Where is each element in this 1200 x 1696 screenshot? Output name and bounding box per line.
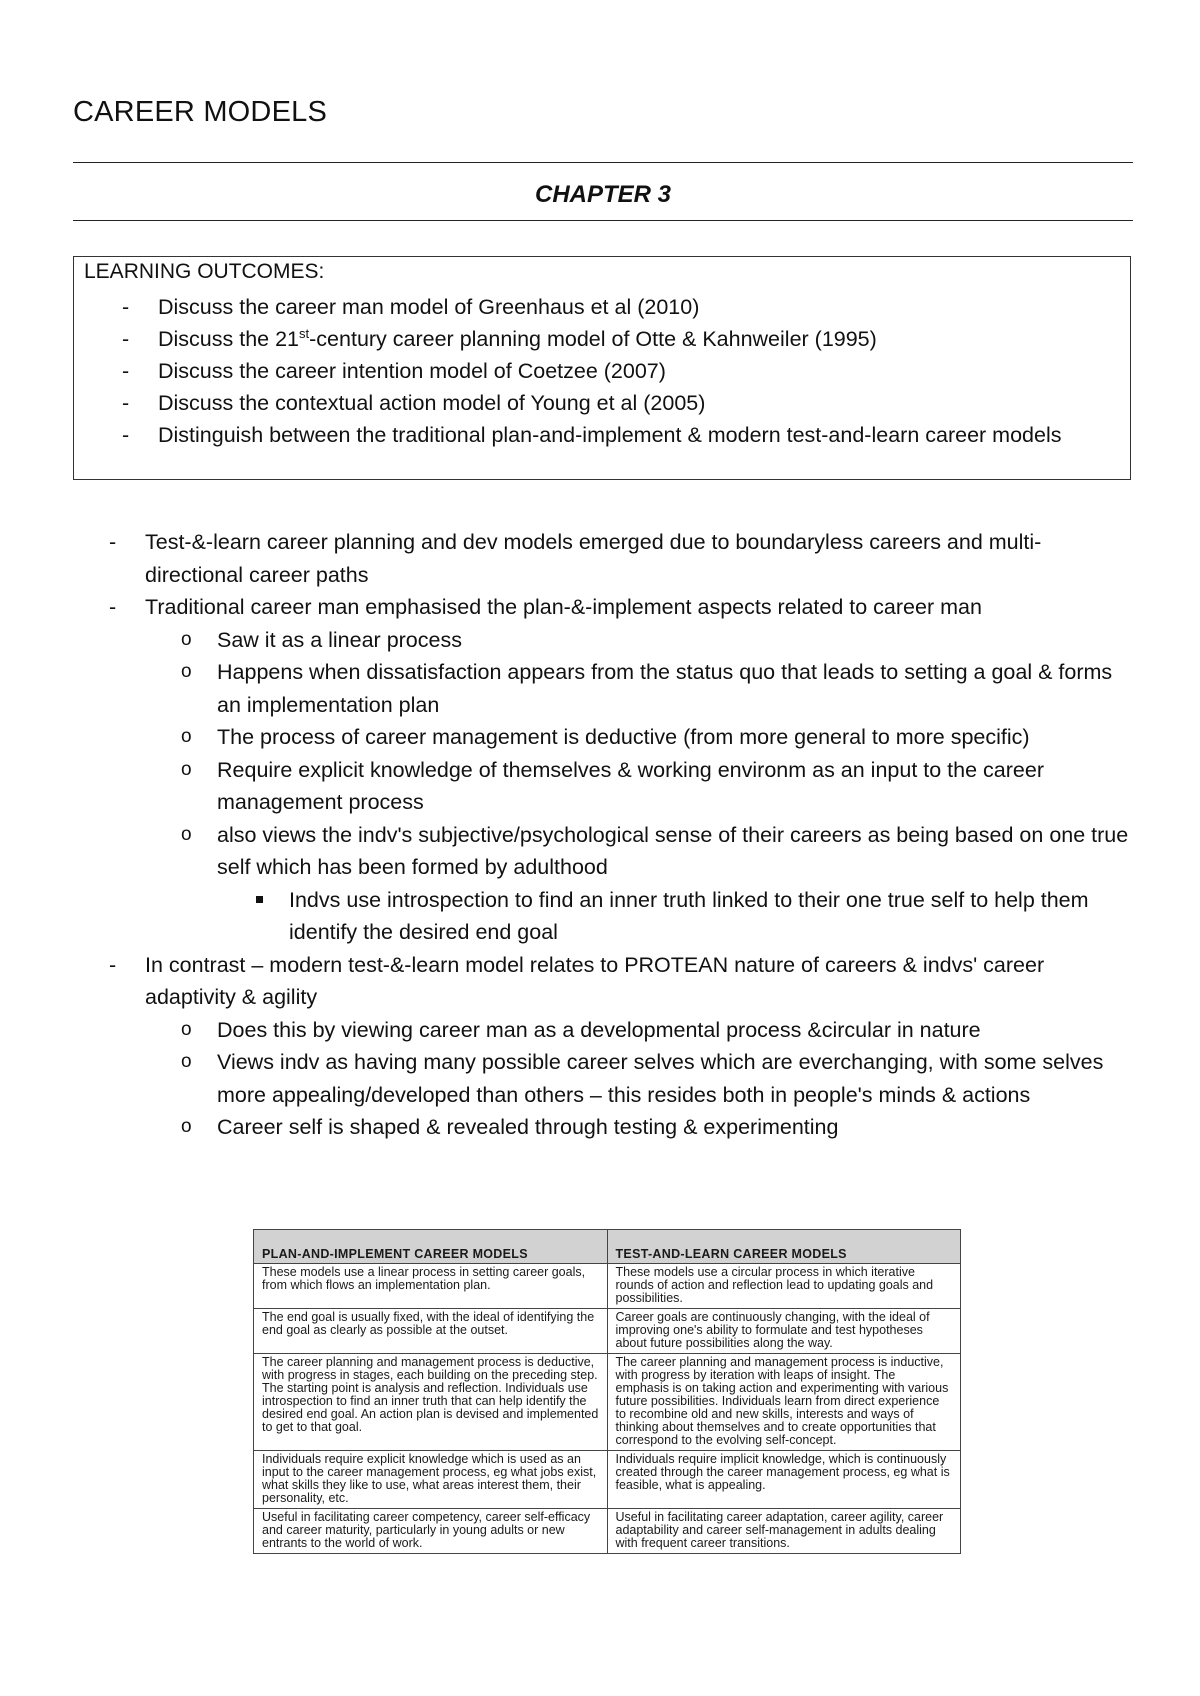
table-row	[254, 1451, 961, 1509]
table-cell: The career planning and management process is deductive, with progress in stages, each building on the preceding step. The starting point is analysis and reflection. Individuals use introspection to find an inner truth that can help identify the desired end goal. An action plan is devised and implemented to get to that goal.	[254, 1354, 608, 1451]
learning-outcomes-list	[122, 291, 1122, 451]
table-row	[254, 1509, 961, 1554]
table-cell: Individuals require explicit knowledge which is used as an input to the career management process, eg what jobs exist, what skills they like to use, what areas interest them, their personality, etc.	[254, 1451, 608, 1509]
note-subitem: o Does this by viewing career man as a developmental process &circular in nature	[181, 1014, 1139, 1047]
top-divider	[73, 162, 1133, 163]
note-subsublist	[217, 884, 1139, 949]
table-cell: Career goals are continuously changing, with the ideal of improving one's ability to formulate and test hypotheses about future possibilities along the way.	[607, 1309, 961, 1354]
outcome-item: - Discuss the contextual action model of Young et al (2005)	[122, 387, 1122, 419]
learning-outcomes-heading: LEARNING OUTCOMES:	[84, 260, 325, 283]
table-cell: Useful in facilitating career competency, career self-efficacy and career maturity, particularly in young adults or new entrants to the world of work.	[254, 1509, 608, 1554]
note-subitem: o Saw it as a linear process	[181, 624, 1139, 657]
notes-body	[109, 526, 1139, 1144]
document-title: CAREER MODELS	[73, 96, 327, 128]
notes-list	[109, 526, 1139, 1144]
note-subitem: o Require explicit knowledge of themselves & working environm as an input to the career management process	[181, 754, 1139, 819]
table-header-plan-implement: PLAN-AND-IMPLEMENT CAREER MODELS	[254, 1230, 608, 1264]
learning-outcomes-box	[73, 256, 1131, 480]
table-cell: These models use a linear process in setting career goals, from which flows an implementation plan.	[254, 1264, 608, 1309]
outcome-item: - Discuss the career man model of Greenhaus et al (2010)	[122, 291, 1122, 323]
note-item: - Traditional career man emphasised the plan-&-implement aspects related to career man o Saw it as a linear process o Happens when dissatisfaction appears from the status quo that leads to setting a goal & forms an implementation plan o The process of career management is deductive (from more general to more specific) o Require explicit knowledge of themselves & working environm as an input to the career management process o also views the indv's subjective/psychological sense of their careers as being based on one true self which has been formed by adulthood Indvs use introspection to find an inner truth linked to their one true self to help them identify the desired end goal	[109, 591, 1139, 949]
table-cell: These models use a circular process in which iterative rounds of action and reflection lead to updating goals and possibilities.	[607, 1264, 961, 1309]
chapter-heading: CHAPTER 3	[534, 181, 672, 208]
note-sublist	[145, 624, 1139, 949]
table-header-row	[254, 1230, 961, 1264]
table-row	[254, 1354, 961, 1451]
note-subitem: o also views the indv's subjective/psychological sense of their careers as being based on one true self which has been formed by adulthood Indvs use introspection to find an inner truth linked to their one true self to help them identify the desired end goal	[181, 819, 1139, 949]
note-item: - Test-&-learn career planning and dev models emerged due to boundaryless careers and multi-directional career paths	[109, 526, 1139, 591]
table-row	[254, 1309, 961, 1354]
note-subitem: o Career self is shaped & revealed through testing & experimenting	[181, 1111, 1139, 1144]
table-cell: Useful in facilitating career adaptation, career agility, career adaptability and career self-management in adults dealing with frequent career transitions.	[607, 1509, 961, 1554]
note-subitem: o Views indv as having many possible career selves which are everchanging, with some selves more appealing/developed than others – this resides both in people's minds & actions	[181, 1046, 1139, 1111]
table-cell: The career planning and management process is inductive, with progress by iteration with leaps of insight. The emphasis is on taking action and experimenting with various future possibilities. Individuals learn from direct experience to recombine old and new skills, interests and ways of thinking about themselves and to create opportunities that correspond to the evolving self-concept.	[607, 1354, 961, 1451]
outcome-item: - Discuss the career intention model of Coetzee (2007)	[122, 355, 1122, 387]
note-sublist	[145, 1014, 1139, 1144]
outcome-item: - Distinguish between the traditional plan-and-implement & modern test-and-learn career models	[122, 419, 1122, 451]
note-subitem: o Happens when dissatisfaction appears from the status quo that leads to setting a goal & forms an implementation plan	[181, 656, 1139, 721]
table-cell: Individuals require implicit knowledge, which is continuously created through the career management process, eg what is feasible, what is appealing.	[607, 1451, 961, 1509]
table-row	[254, 1264, 961, 1309]
table-header-test-learn: TEST-AND-LEARN CAREER MODELS	[607, 1230, 961, 1264]
chapter-divider	[73, 220, 1133, 221]
comparison-table-wrap	[253, 1229, 961, 1554]
note-subsubitem: Indvs use introspection to find an inner truth linked to their one true self to help them identify the desired end goal	[253, 884, 1139, 949]
note-item: - In contrast – modern test-&-learn model relates to PROTEAN nature of careers & indvs' career adaptivity & agility o Does this by viewing career man as a developmental process &circular in nature o Views indv as having many possible career selves which are everchanging, with some selves more appealing/developed than others – this resides both in people's minds & actions o Career self is shaped & revealed through testing & experimenting	[109, 949, 1139, 1144]
note-subitem: o The process of career management is deductive (from more general to more specific)	[181, 721, 1139, 754]
career-models-comparison-table	[253, 1229, 961, 1554]
table-cell: The end goal is usually fixed, with the ideal of identifying the end goal as clearly as possible at the outset.	[254, 1309, 608, 1354]
outcome-item: - Discuss the 21st-century career planning model of Otte & Kahnweiler (1995)	[122, 323, 1122, 355]
